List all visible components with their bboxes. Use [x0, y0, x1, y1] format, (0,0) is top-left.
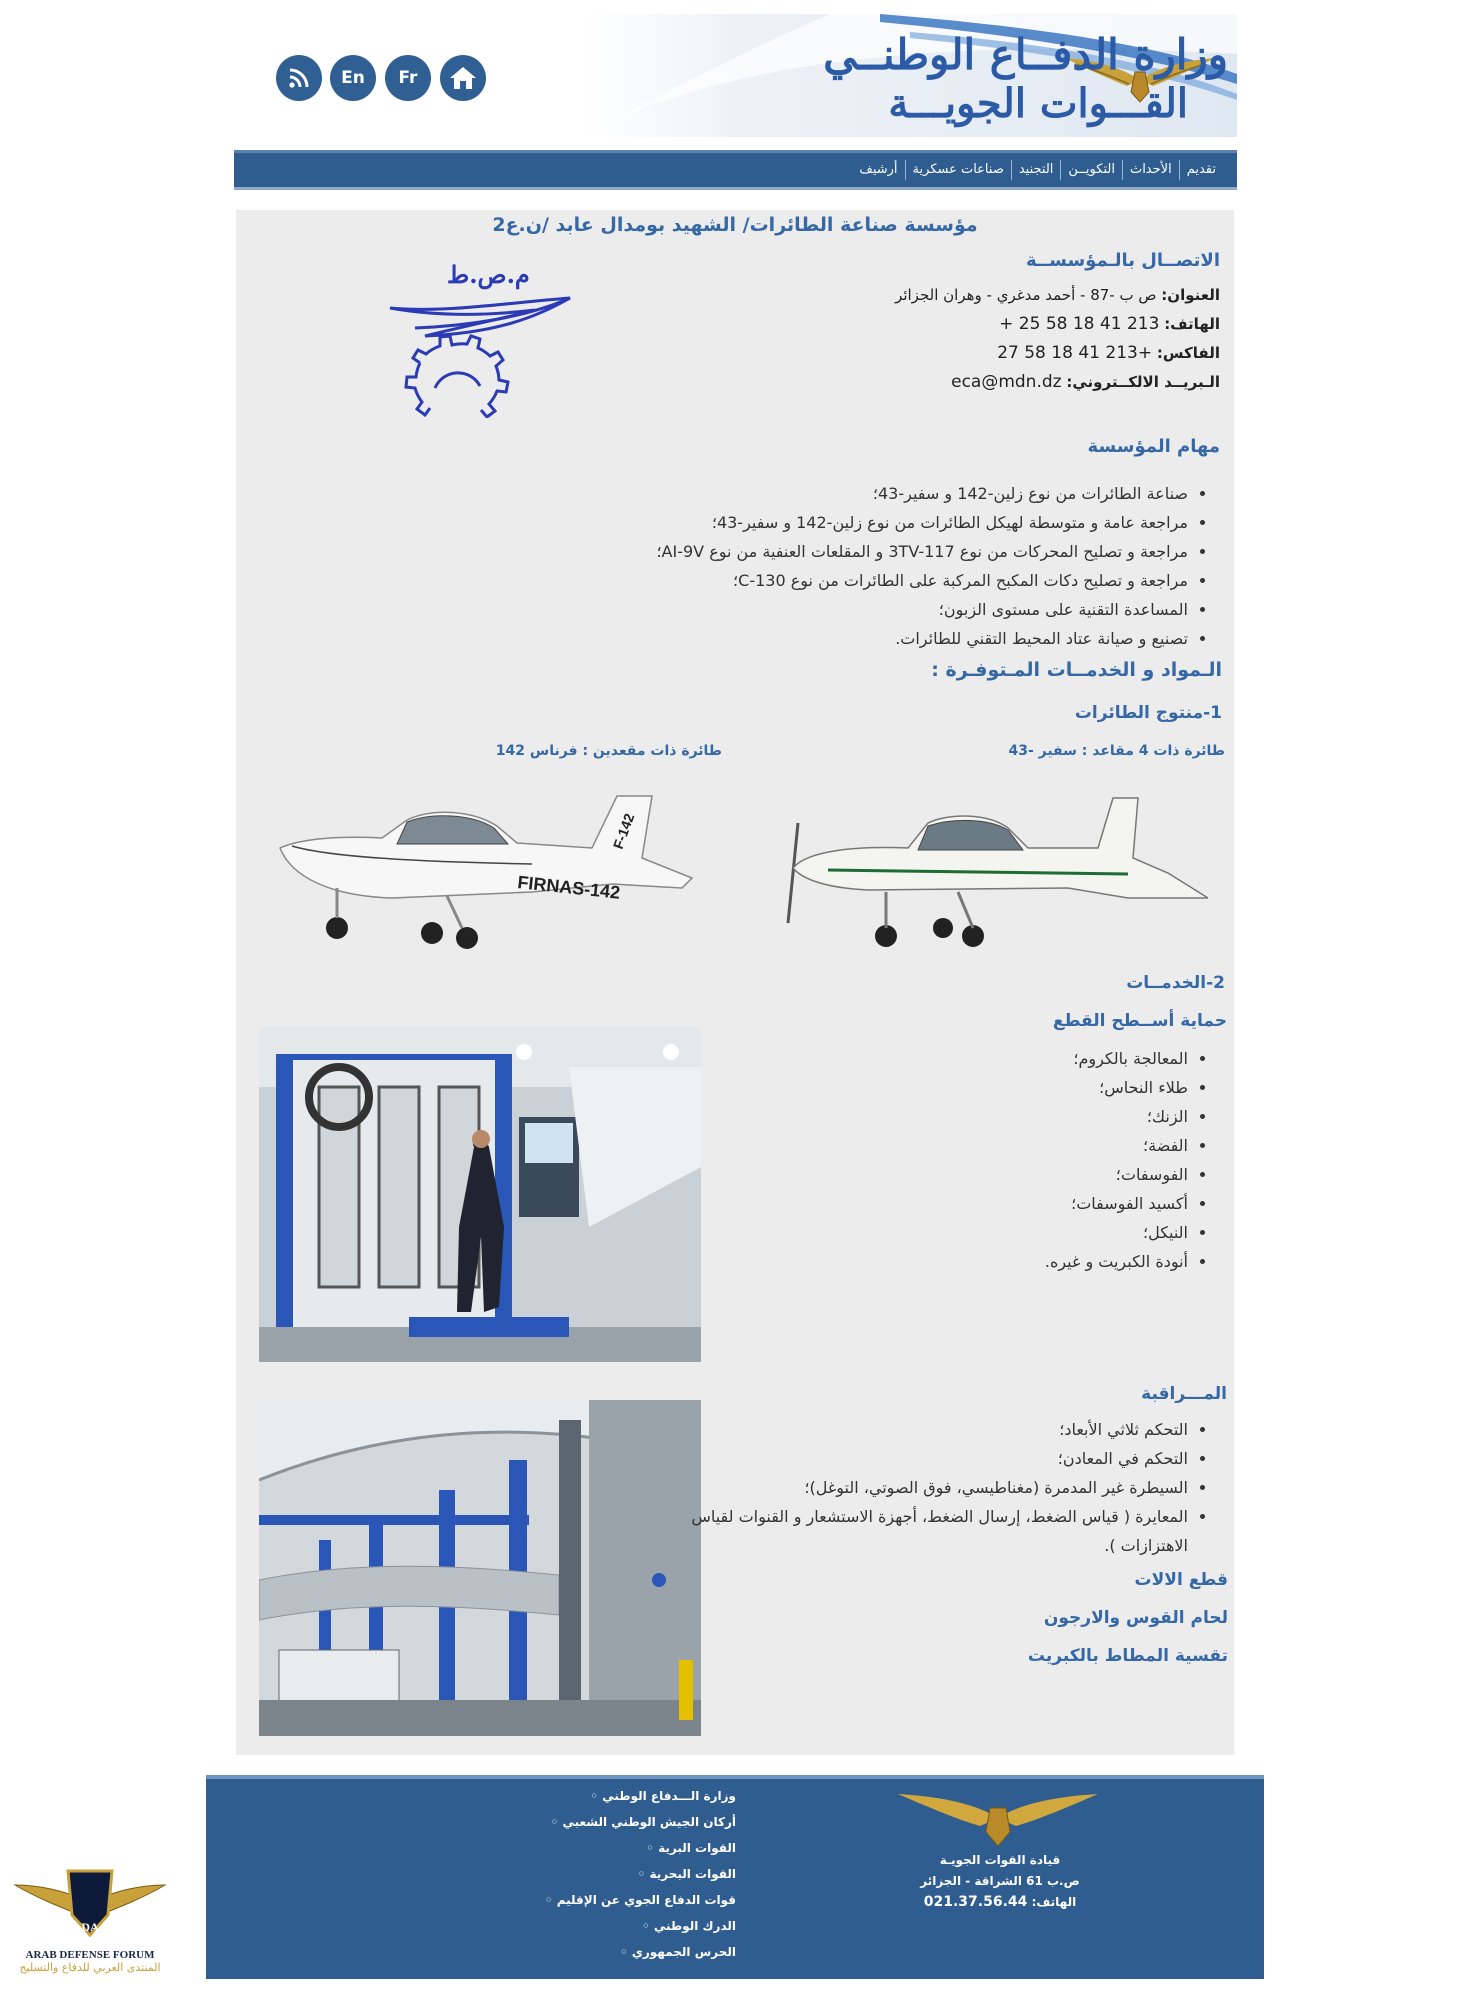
control-heading: المـــراقبة	[1141, 1384, 1227, 1404]
footer-phone-label: الهاتف:	[1031, 1895, 1077, 1909]
home-button[interactable]	[440, 55, 486, 101]
parts-heading: قطع الالات	[1134, 1570, 1228, 1590]
nav-item-events[interactable]: الأحداث	[1122, 160, 1179, 180]
arab-defense-forum-watermark	[10, 1865, 170, 1985]
list-item: • الزنك؛	[868, 1102, 1188, 1131]
list-item: • التحكم ثلاثي الأبعاد؛	[688, 1415, 1188, 1444]
workshop-photo	[259, 1400, 701, 1736]
footer-link-gendarmerie[interactable]: الدرك الوطني ◦	[436, 1913, 736, 1939]
surface-list	[868, 1044, 1206, 1276]
list-item: • المساعدة التقنية على مستوى الزبون؛	[428, 595, 1188, 624]
list-item: • المعايرة ( قياس الضغط، إرسال الضغط، أجهزة الاستشعار و القنوات لقياس الاهتزازات ).	[688, 1502, 1188, 1560]
ministry-title: وزارة الدفــاع الوطنــي	[823, 30, 1228, 79]
list-item: • الفضة؛	[868, 1131, 1188, 1160]
list-item: • أنودة الكبريت و غيره.	[868, 1247, 1188, 1276]
rss-icon	[287, 66, 311, 90]
list-item: • مراجعة عامة و متوسطة لهيكل الطائرات من نوع زلين-142 و سفير-43؛	[428, 508, 1188, 537]
list-item: • تصنيع و صيانة عتاد المحيط التقني للطائرات.	[428, 624, 1188, 653]
footer-link-naval-forces[interactable]: القوات البحرية ◦	[436, 1861, 736, 1887]
list-item: • التحكم في المعادن؛	[688, 1444, 1188, 1473]
plane2-caption: طائرة ذات مقعدين : فرناس 142	[495, 743, 722, 759]
welding-heading: لحام القوس والارجون	[1043, 1608, 1228, 1628]
list-item: • المعالجة بالكروم؛	[868, 1044, 1188, 1073]
footer-org-name: قيادة القوات الجويـة	[939, 1853, 1061, 1867]
email-link[interactable]: eca@mdn.dz	[951, 372, 1062, 392]
fax-label: الفاكس:	[1156, 344, 1220, 362]
address-line	[660, 281, 1220, 310]
footer-link-air-defense[interactable]: قوات الدفاع الجوي عن الإقليم ◦	[436, 1887, 736, 1913]
eca-logo	[385, 258, 585, 418]
plane-tail-code: F-142	[609, 811, 638, 852]
missions-list	[428, 479, 1206, 653]
footer-wings-logo	[898, 1788, 1098, 1854]
list-item: • طلاء النحاس؛	[868, 1073, 1188, 1102]
fax-line	[660, 339, 1220, 368]
nav-item-military-industries[interactable]: صناعات عسكرية	[905, 160, 1011, 180]
french-button[interactable]: Fr	[385, 55, 431, 101]
list-item: • مراجعة و تصليح دكات المكبح المركبة على الطائرات من نوع C-130؛	[428, 566, 1188, 595]
footer-link-land-forces[interactable]: القوات البرية ◦	[436, 1835, 736, 1861]
list-item: • أكسيد الفوسفات؛	[868, 1189, 1188, 1218]
air-force-title: القـــوات الجويـــة	[888, 80, 1188, 127]
list-item: • الفوسفات؛	[868, 1160, 1188, 1189]
contact-heading: الاتصــال بالـمؤسســة	[1025, 250, 1220, 271]
address-value: ص ب -87 - أحمد مدغري - وهران الجزائر	[895, 286, 1157, 304]
nav-item-intro[interactable]: تقديم	[1179, 160, 1223, 180]
email-line	[660, 368, 1220, 397]
home-icon	[449, 65, 477, 91]
fax-value: +213 41 18 58 27	[997, 343, 1153, 363]
list-item: • صناعة الطائرات من نوع زلين-142 و سفير-43؛	[428, 479, 1188, 508]
main-nav	[234, 150, 1237, 190]
plane1-caption: طائرة ذات 4 مقاعد : سفير -43	[1008, 743, 1225, 759]
forum-name-ar: المنتدى العربي للدفاع والتسليح	[19, 1961, 161, 1974]
footer-link-republican-guard[interactable]: الحرس الجمهوري ◦	[436, 1939, 736, 1965]
footer-org-phone-line	[900, 1892, 1100, 1913]
footer-phone-value: 021.37.56.44	[923, 1894, 1028, 1910]
phone-value: 213 41 18 58 25 +	[999, 314, 1160, 334]
footer-link-staff[interactable]: أركان الجيش الوطني الشعبي ◦	[436, 1809, 736, 1835]
surface-heading: حماية أســطح القطع	[1052, 1011, 1227, 1031]
forum-mark: DA	[81, 1920, 99, 1934]
surface-treatment-photo	[259, 1027, 701, 1362]
rubber-heading: تقسية المطاط بالكبريت	[1027, 1646, 1228, 1666]
phone-label: الهاتف:	[1164, 315, 1220, 333]
page-title: مؤسسة صناعة الطائرات/ الشهيد بومدال عابد /ن.ع2	[492, 214, 978, 236]
footer-org-address: ص.ب 61 الشراقة - الجزائر	[920, 1874, 1080, 1888]
footer-link-ministry[interactable]: وزارة الـــدفاع الوطني ◦	[436, 1783, 736, 1809]
list-item: • مراجعة و تصليح المحركات من نوع 3TV-117 و المقلعات العنفية من نوع AI-9V؛	[428, 537, 1188, 566]
english-button[interactable]: En	[330, 55, 376, 101]
phone-line	[660, 310, 1220, 339]
forum-name-en: ARAB DEFENSE FORUM	[25, 1949, 155, 1961]
footer-org-info	[900, 1850, 1100, 1913]
plane-registration: FIRNAS-142	[516, 872, 622, 903]
nav-item-archive[interactable]: أرشيف	[859, 162, 898, 177]
missions-heading: مهام المؤسسة	[1087, 436, 1220, 457]
safir-43-image	[768, 788, 1208, 958]
footer-links	[436, 1783, 736, 1965]
contact-block	[660, 281, 1220, 397]
address-label: العنوان:	[1161, 286, 1220, 304]
eca-logo-text: م.ص.ط	[447, 260, 530, 289]
firnas-142-image	[272, 788, 712, 958]
rss-button[interactable]	[276, 55, 322, 101]
products-heading: 1-منتوج الطائرات	[1074, 703, 1222, 723]
control-list	[688, 1415, 1206, 1560]
nav-item-recruitment[interactable]: التجنيد	[1011, 160, 1061, 180]
forum-emblem-icon	[10, 1865, 170, 1945]
email-label: الـبريــد الالكــتروني:	[1066, 373, 1220, 391]
list-item: • النيكل؛	[868, 1218, 1188, 1247]
materials-heading: الـمواد و الخدمــات المـتوفـرة :	[931, 659, 1222, 681]
list-item: • السيطرة غير المدمرة (مغناطيسي، فوق الصوتي، التوغل)؛	[688, 1473, 1188, 1502]
services-heading: 2-الخدمــات	[1126, 973, 1225, 993]
nav-item-training[interactable]: التكويــن	[1060, 160, 1122, 180]
